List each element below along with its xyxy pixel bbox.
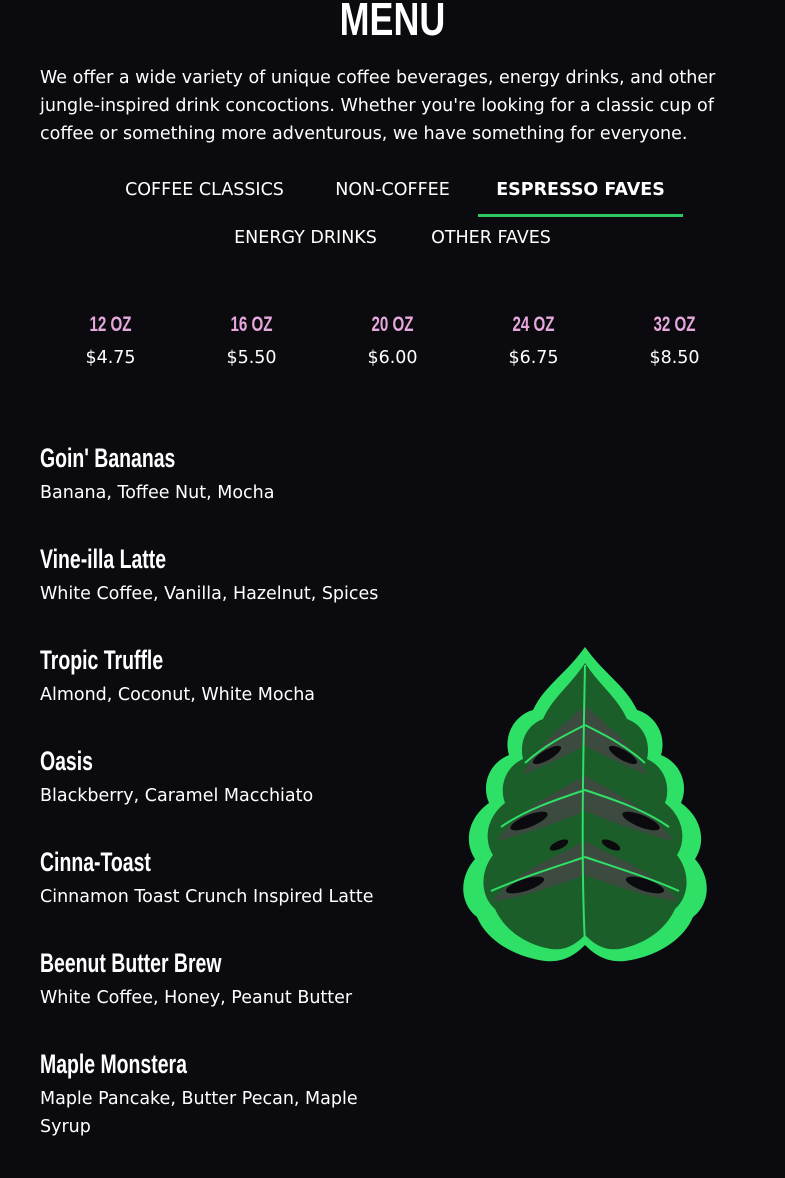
tab-label: COFFEE CLASSICS xyxy=(125,180,284,200)
menu-item-description: Cinnamon Toast Crunch Inspired Latte xyxy=(40,887,374,907)
menu-item xyxy=(40,844,380,945)
menu-item xyxy=(40,440,380,541)
size-label: 20 OZ xyxy=(371,313,414,336)
menu-item-name: Beenut Butter Brew xyxy=(40,948,222,978)
size-label: 12 OZ xyxy=(89,313,132,336)
tab-label: NON-COFFEE xyxy=(335,180,450,200)
menu-item-list xyxy=(40,440,380,1147)
menu-item-name: Cinna-Toast xyxy=(40,847,151,877)
menu-item xyxy=(40,541,380,642)
size-label: 24 OZ xyxy=(512,313,555,336)
size-price: $6.75 xyxy=(508,348,559,368)
size-option xyxy=(604,310,745,368)
menu-item-name: Tropic Truffle xyxy=(40,645,164,675)
menu-item-name: Maple Monstera xyxy=(40,1049,187,1079)
menu-item-description: Banana, Toffee Nut, Mocha xyxy=(40,483,275,503)
menu-item xyxy=(40,642,380,743)
tab-other-faves[interactable] xyxy=(404,224,578,262)
size-label: 32 OZ xyxy=(653,313,696,336)
size-price-table xyxy=(40,310,745,368)
menu-item-description: Blackberry, Caramel Macchiato xyxy=(40,786,314,806)
menu-item-name: Oasis xyxy=(40,746,93,776)
menu-item-description: Almond, Coconut, White Mocha xyxy=(40,685,316,705)
size-option xyxy=(40,310,181,368)
menu-item-description: White Coffee, Vanilla, Hazelnut, Spices xyxy=(40,584,379,604)
menu-item-description: White Coffee, Honey, Peanut Butter xyxy=(40,988,353,1008)
size-option xyxy=(463,310,604,368)
monstera-leaf-icon xyxy=(455,645,715,965)
tab-non-coffee[interactable] xyxy=(307,176,478,214)
page-title: MENU xyxy=(339,0,446,45)
tab-label: ESPRESSO FAVES xyxy=(496,180,665,200)
tab-energy-drinks[interactable] xyxy=(207,224,404,262)
size-label: 16 OZ xyxy=(230,313,273,336)
menu-item xyxy=(40,945,380,1046)
tab-espresso-faves[interactable] xyxy=(478,176,683,217)
size-price: $6.00 xyxy=(367,348,418,368)
menu-item-name: Vine-illa Latte xyxy=(40,544,167,574)
menu-item xyxy=(40,1046,380,1147)
size-option xyxy=(322,310,463,368)
tab-label: OTHER FAVES xyxy=(431,228,551,248)
menu-item-name: Goin' Bananas xyxy=(40,443,176,473)
menu-item xyxy=(40,743,380,844)
size-price: $8.50 xyxy=(649,348,700,368)
size-price: $4.75 xyxy=(85,348,136,368)
menu-intro-text: We offer a wide variety of unique coffee beverages, energy drinks, and other jungle-inspired drink concoctions. Whether you're looking for a classic cup of coffee or something more adventurous, we have something for everyone. xyxy=(40,68,716,144)
size-price: $5.50 xyxy=(226,348,277,368)
menu-item-description: Maple Pancake, Butter Pecan, Maple Syrup xyxy=(40,1089,358,1137)
tab-label: ENERGY DRINKS xyxy=(234,228,377,248)
tab-coffee-classics[interactable] xyxy=(102,176,307,214)
size-option xyxy=(181,310,322,368)
